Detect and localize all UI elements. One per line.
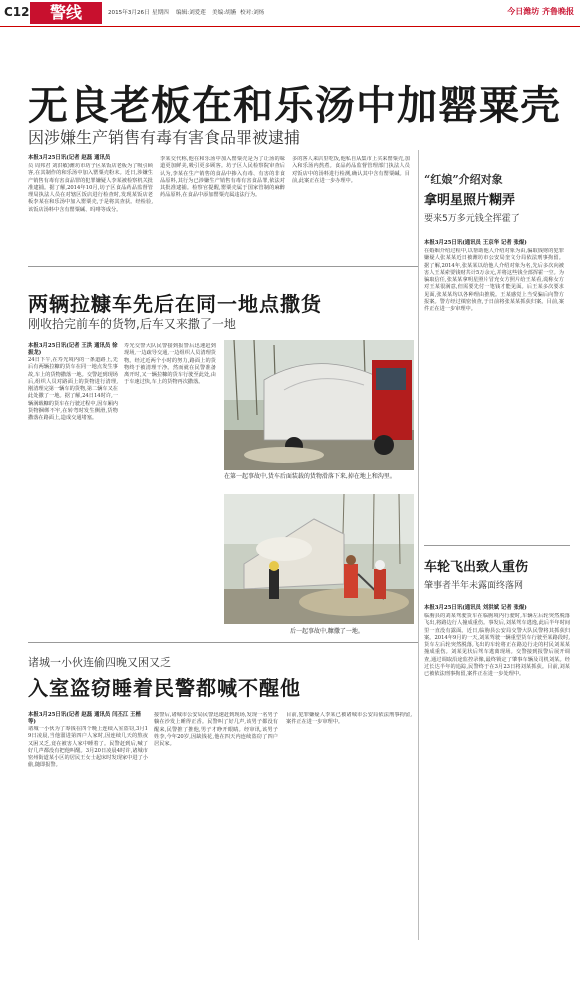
story5-headline: 车轮飞出致人重伤 <box>424 560 529 575</box>
issue-weekday: 星期四 <box>152 10 169 16</box>
photo-bran-cleanup <box>224 494 414 624</box>
story5-dateline: 本报3月25日讯(通讯员 刘洪斌 记者 张焜) <box>424 605 527 611</box>
story1-subhead: 因涉嫌生产销售有毒有害食品罪被逮捕 <box>28 128 301 147</box>
story4-body: 在婚姻介绍过程中,以帮助他人介绍对象为由,骗取钱财的犯罪嫌疑人张某某近日被潍坊市公安局奎文分局依法刑事拘留。据了解,2014年,张某某以给他人介绍对象为名,先后多次向被害人王某索要钱财共计5万余元,并将这些钱全部挥霍一空。为骗取信任,张某某拿明星照片冒充女方照片给王某看,谎称女方对王某很满意,但需要先付一笔钱才能见面。后王某多次要求见面,张某某均以各种理由推脱。王某感觉上当受骗后向警方报案。警方经过缜密侦查,于日前将张某某抓获归案。目前,案件正在进一步审理中。 <box>424 248 564 313</box>
divider <box>424 545 570 546</box>
story4-headline: 拿明星照片糊弄 <box>424 193 516 208</box>
story2-dateline: 本报3月25日讯(记者 王洪 通讯员 徐振龙) <box>28 343 118 357</box>
photo1-caption: 在第一起事故中,货车后面装载的货物滑落下来,掉在地上和沟里。 <box>224 473 396 480</box>
story3-col2: 接警后,诸城市公安局民警迅速赶到现场,发现一名男子躺在沙发上睡得正香。民警叫了好几声,该男子都没有醒来,民警推了推他,男子才睁开眼睛。经审讯,该男子姓李,今年20岁,因缺钱花,他在四天内连续盗窃了四户居民家。 <box>154 712 278 748</box>
editor-credit: 编辑:刘爱莲 <box>176 10 206 16</box>
story1-dateline: 本报3月25日讯(记者 赵磊 通讯员 <box>28 155 111 161</box>
designer-credit: 美编:胡嬿 <box>212 10 237 16</box>
issue-date: 2015年3月26日 <box>108 10 150 16</box>
story4-kicker: “红娘”介绍对象 <box>424 173 503 186</box>
story3-dateline: 本报3月25日讯(记者 赵磊 通讯员 闫丕江 王楷等) <box>28 712 141 726</box>
story2-col2: 寿光交警大队民警接到报警后迅速赶到现场,一边疏导交通,一边组织人员清理货物。经过近两个小时的努力,路面上的货物终于被清理干净。然而就在民警准备离开时,又一辆拉糠的货车行驶至此处,由于车速过快,车上的货物再次撒落。 <box>124 343 216 386</box>
story3-col3: 目前,犯罪嫌疑人李某已被诸城市公安局依法刑事拘留,案件正在进一步审理中。 <box>286 712 412 726</box>
newspaper-brand: 今日潍坊 齐鲁晚报 <box>507 7 574 16</box>
story5-subhead: 肇事者半年未露面终落网 <box>424 581 524 591</box>
story3-subhead: 诸城一小伙连偷四晚又困又乏 <box>28 656 171 669</box>
story1-headline: 无良老板在和乐汤中加罂粟壳 <box>28 83 561 129</box>
divider <box>28 266 418 267</box>
story3-col1: 诸城一小伙为了筹钱在四个晚上连续入室盗窃,3月19日凌晨,当他溜进第四户人家时,因连续几天的熬夜又困又乏,竟在被害人家中睡着了。民警赶到后,喊了好几声都没有把他叫醒。3月20日凌晨4时许,诸城市密州街道某小区的居民王女士起床时发现家中进了小偷,随即报警。 <box>28 726 148 769</box>
story2-col1: 24日下午,在寿光境内的一条道路上,先后有两辆拉糠的货车在同一地点发生事故,车上的货物撒落一地。交警赶到现场后,组织人员对路面上的货物进行清理,刚清理完第一辆车的货物,第二辆车又在此处撒了一地。据了解,24日14时许,一辆满载糠的货车在行驶过程中,因车厢内货物捆绑不牢,在转弯时发生侧滑,货物撒落在路面上,造成交通堵塞。 <box>28 357 118 422</box>
story1-col3: 多的客人来店里吃饭,他私自从集市上买来罂粟壳,加入和乐汤内熬煮。食品药品监督管理部门执法人员对饭店中的汤料进行检测,确认其中含有罂粟碱。目前,此案正在进一步办理中。 <box>292 156 410 184</box>
page-number: C12 <box>4 5 30 19</box>
story2-subhead: 刚收拾完前车的货物,后车又来撒了一地 <box>28 317 236 331</box>
story5-body: 临朐县的刘某驾驶货车在临朐境内行驶时,车辆左后轮突然脱落飞出,将路边行人撞成重伤。事发后,刘某驾车逃逸,此后半年时间里一直没有露面。近日,临朐县公安局交警大队民警将其抓获归案。2014年9月的一天,刘某驾驶一辆重型货车行驶至某路段时,货车左后轮突然脱落,飞出的车轮将正在路边行走的村民刘某某撞成重伤。刘某见状后驾车逃离现场。交警接到报警后展开调查,通过调取沿途监控录像,最终锁定了肇事车辆及司机刘某。经过长达半年的追踪,民警终于在3月23日将刘某抓获。目前,刘某已被依法刑事拘留,案件正在进一步处理中。 <box>424 613 570 678</box>
story1-col2: 李某交代称,他在和乐汤中加入罂粟壳是为了让汤的味道更加鲜美,吸引更多顾客。坊子区人民检察院审查后认为,李某在生产销售的食品中掺入有毒、有害的非食品原料,其行为已涉嫌生产销售有毒有害食品罪,依法对其批准逮捕。检察官提醒,罂粟壳属于国家管制的麻醉药品原料,在食品中添加罂粟壳属违法行为。 <box>160 156 285 199</box>
column-divider <box>418 150 419 940</box>
proof-credit: 校对:刘炀 <box>240 10 265 16</box>
divider <box>28 642 418 643</box>
section-badge: 警线 <box>30 2 102 24</box>
story3-headline: 入室盗窃睡着民警都喊不醒他 <box>28 676 301 700</box>
story1-col1: 员 周邦君 刘洪敏)潍坊市坊子区某饭店老板为了吸引顾客,在其制作的和乐汤中加入罂粟壳粉末。近日,涉嫌生产销售有毒有害食品罪的犯罪嫌疑人李某被检察机关批准逮捕。据了解,2014年10月,坊子区食品药品监督管理局执法人员在对辖区饭店进行检查时,发现某饭店老板李某在和乐汤中加入罂粟壳,于是将其查获。经检验,该饭店汤料中含有罂粟碱、吗啡等成分。 <box>28 163 153 213</box>
story2-headline: 两辆拉糠车先后在同一地点撒货 <box>28 292 322 316</box>
photo2-caption: 后一起事故中,糠撒了一地。 <box>290 628 364 635</box>
story4-dateline: 本报3月25日讯(通讯员 王京华 记者 张焜) <box>424 240 527 246</box>
story4-subhead: 要来5万多元钱全挥霍了 <box>424 214 520 224</box>
photo-spilled-truck <box>224 340 414 470</box>
